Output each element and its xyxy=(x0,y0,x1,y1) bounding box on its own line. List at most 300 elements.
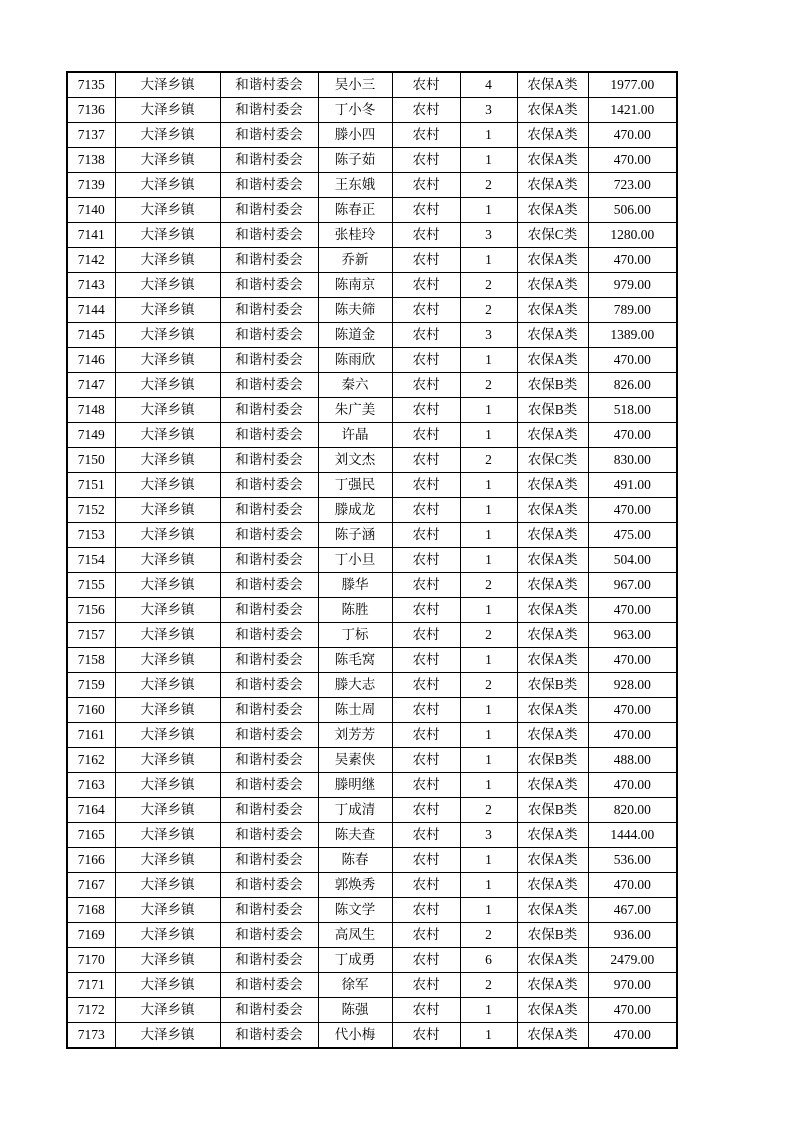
cell-committee: 和谐村委会 xyxy=(220,548,318,573)
cell-town: 大泽乡镇 xyxy=(115,98,220,123)
cell-town: 大泽乡镇 xyxy=(115,698,220,723)
cell-committee: 和谐村委会 xyxy=(220,148,318,173)
table-body xyxy=(67,72,677,1048)
table-row xyxy=(67,948,677,973)
cell-town: 大泽乡镇 xyxy=(115,998,220,1023)
cell-town: 大泽乡镇 xyxy=(115,423,220,448)
table-row xyxy=(67,923,677,948)
cell-members: 1 xyxy=(460,598,517,623)
cell-town: 大泽乡镇 xyxy=(115,223,220,248)
cell-members: 3 xyxy=(460,323,517,348)
cell-town: 大泽乡镇 xyxy=(115,473,220,498)
cell-town: 大泽乡镇 xyxy=(115,123,220,148)
cell-committee: 和谐村委会 xyxy=(220,748,318,773)
cell-members: 1 xyxy=(460,898,517,923)
table-row xyxy=(67,448,677,473)
cell-members: 3 xyxy=(460,98,517,123)
cell-name: 陈夫筛 xyxy=(318,298,392,323)
cell-name: 滕小四 xyxy=(318,123,392,148)
cell-committee: 和谐村委会 xyxy=(220,273,318,298)
cell-amount: 936.00 xyxy=(588,923,677,948)
cell-name: 滕明继 xyxy=(318,773,392,798)
cell-amount: 491.00 xyxy=(588,473,677,498)
cell-id: 7164 xyxy=(67,798,115,823)
cell-name: 丁强民 xyxy=(318,473,392,498)
cell-name: 刘芳芳 xyxy=(318,723,392,748)
cell-name: 秦六 xyxy=(318,373,392,398)
table-row xyxy=(67,123,677,148)
cell-amount: 470.00 xyxy=(588,648,677,673)
cell-id: 7140 xyxy=(67,198,115,223)
cell-name: 丁标 xyxy=(318,623,392,648)
cell-committee: 和谐村委会 xyxy=(220,573,318,598)
cell-category: 农保A类 xyxy=(517,498,588,523)
cell-id: 7151 xyxy=(67,473,115,498)
cell-town: 大泽乡镇 xyxy=(115,798,220,823)
cell-committee: 和谐村委会 xyxy=(220,598,318,623)
cell-committee: 和谐村委会 xyxy=(220,473,318,498)
cell-members: 2 xyxy=(460,973,517,998)
table-row xyxy=(67,548,677,573)
cell-residence: 农村 xyxy=(392,798,460,823)
cell-committee: 和谐村委会 xyxy=(220,423,318,448)
cell-amount: 470.00 xyxy=(588,248,677,273)
cell-amount: 1280.00 xyxy=(588,223,677,248)
cell-amount: 979.00 xyxy=(588,273,677,298)
cell-category: 农保A类 xyxy=(517,523,588,548)
cell-amount: 1421.00 xyxy=(588,98,677,123)
cell-committee: 和谐村委会 xyxy=(220,848,318,873)
table-row xyxy=(67,748,677,773)
cell-residence: 农村 xyxy=(392,72,460,98)
cell-town: 大泽乡镇 xyxy=(115,623,220,648)
cell-town: 大泽乡镇 xyxy=(115,323,220,348)
table-row xyxy=(67,72,677,98)
table-row xyxy=(67,998,677,1023)
cell-name: 陈子茹 xyxy=(318,148,392,173)
cell-members: 3 xyxy=(460,223,517,248)
cell-category: 农保A类 xyxy=(517,298,588,323)
cell-name: 刘文杰 xyxy=(318,448,392,473)
cell-members: 1 xyxy=(460,998,517,1023)
cell-committee: 和谐村委会 xyxy=(220,72,318,98)
cell-committee: 和谐村委会 xyxy=(220,198,318,223)
table-row xyxy=(67,573,677,598)
cell-town: 大泽乡镇 xyxy=(115,198,220,223)
cell-members: 1 xyxy=(460,748,517,773)
cell-id: 7161 xyxy=(67,723,115,748)
cell-committee: 和谐村委会 xyxy=(220,173,318,198)
cell-town: 大泽乡镇 xyxy=(115,773,220,798)
cell-id: 7158 xyxy=(67,648,115,673)
cell-members: 1 xyxy=(460,248,517,273)
cell-name: 陈春 xyxy=(318,848,392,873)
cell-category: 农保A类 xyxy=(517,698,588,723)
table-row xyxy=(67,873,677,898)
cell-amount: 2479.00 xyxy=(588,948,677,973)
cell-amount: 928.00 xyxy=(588,673,677,698)
cell-members: 2 xyxy=(460,673,517,698)
cell-members: 1 xyxy=(460,198,517,223)
cell-members: 6 xyxy=(460,948,517,973)
cell-amount: 470.00 xyxy=(588,773,677,798)
cell-id: 7171 xyxy=(67,973,115,998)
cell-name: 滕大志 xyxy=(318,673,392,698)
cell-id: 7172 xyxy=(67,998,115,1023)
cell-category: 农保A类 xyxy=(517,348,588,373)
cell-town: 大泽乡镇 xyxy=(115,348,220,373)
cell-amount: 488.00 xyxy=(588,748,677,773)
cell-id: 7148 xyxy=(67,398,115,423)
cell-residence: 农村 xyxy=(392,598,460,623)
cell-committee: 和谐村委会 xyxy=(220,248,318,273)
cell-id: 7154 xyxy=(67,548,115,573)
table-row xyxy=(67,648,677,673)
cell-amount: 1389.00 xyxy=(588,323,677,348)
cell-amount: 504.00 xyxy=(588,548,677,573)
cell-category: 农保B类 xyxy=(517,373,588,398)
cell-category: 农保A类 xyxy=(517,948,588,973)
cell-category: 农保A类 xyxy=(517,548,588,573)
cell-members: 1 xyxy=(460,498,517,523)
cell-residence: 农村 xyxy=(392,673,460,698)
table-row xyxy=(67,1023,677,1049)
cell-id: 7153 xyxy=(67,523,115,548)
cell-amount: 470.00 xyxy=(588,423,677,448)
cell-name: 丁成清 xyxy=(318,798,392,823)
cell-residence: 农村 xyxy=(392,423,460,448)
cell-town: 大泽乡镇 xyxy=(115,298,220,323)
cell-committee: 和谐村委会 xyxy=(220,948,318,973)
cell-id: 7146 xyxy=(67,348,115,373)
cell-id: 7141 xyxy=(67,223,115,248)
cell-town: 大泽乡镇 xyxy=(115,723,220,748)
cell-category: 农保A类 xyxy=(517,248,588,273)
cell-residence: 农村 xyxy=(392,873,460,898)
table-row xyxy=(67,673,677,698)
cell-residence: 农村 xyxy=(392,448,460,473)
cell-members: 1 xyxy=(460,773,517,798)
cell-committee: 和谐村委会 xyxy=(220,898,318,923)
cell-members: 1 xyxy=(460,548,517,573)
cell-committee: 和谐村委会 xyxy=(220,323,318,348)
table-row xyxy=(67,498,677,523)
cell-name: 王东娥 xyxy=(318,173,392,198)
cell-residence: 农村 xyxy=(392,948,460,973)
cell-amount: 830.00 xyxy=(588,448,677,473)
cell-members: 1 xyxy=(460,648,517,673)
cell-committee: 和谐村委会 xyxy=(220,698,318,723)
cell-name: 陈子涵 xyxy=(318,523,392,548)
cell-members: 1 xyxy=(460,1023,517,1049)
cell-committee: 和谐村委会 xyxy=(220,973,318,998)
cell-amount: 470.00 xyxy=(588,123,677,148)
cell-committee: 和谐村委会 xyxy=(220,98,318,123)
cell-category: 农保A类 xyxy=(517,72,588,98)
cell-name: 丁成勇 xyxy=(318,948,392,973)
cell-residence: 农村 xyxy=(392,548,460,573)
cell-residence: 农村 xyxy=(392,148,460,173)
cell-residence: 农村 xyxy=(392,398,460,423)
cell-id: 7167 xyxy=(67,873,115,898)
cell-name: 陈雨欣 xyxy=(318,348,392,373)
cell-category: 农保A类 xyxy=(517,148,588,173)
table-row xyxy=(67,723,677,748)
cell-residence: 农村 xyxy=(392,498,460,523)
cell-category: 农保A类 xyxy=(517,848,588,873)
cell-members: 1 xyxy=(460,398,517,423)
cell-members: 1 xyxy=(460,848,517,873)
cell-members: 1 xyxy=(460,423,517,448)
cell-members: 1 xyxy=(460,473,517,498)
cell-residence: 农村 xyxy=(392,123,460,148)
cell-committee: 和谐村委会 xyxy=(220,798,318,823)
cell-category: 农保B类 xyxy=(517,923,588,948)
cell-category: 农保A类 xyxy=(517,623,588,648)
cell-amount: 723.00 xyxy=(588,173,677,198)
cell-residence: 农村 xyxy=(392,773,460,798)
cell-town: 大泽乡镇 xyxy=(115,573,220,598)
cell-category: 农保A类 xyxy=(517,598,588,623)
cell-town: 大泽乡镇 xyxy=(115,448,220,473)
cell-id: 7156 xyxy=(67,598,115,623)
cell-committee: 和谐村委会 xyxy=(220,648,318,673)
cell-amount: 518.00 xyxy=(588,398,677,423)
cell-name: 徐军 xyxy=(318,973,392,998)
cell-category: 农保A类 xyxy=(517,423,588,448)
cell-residence: 农村 xyxy=(392,573,460,598)
cell-category: 农保A类 xyxy=(517,273,588,298)
table-row xyxy=(67,698,677,723)
cell-category: 农保B类 xyxy=(517,798,588,823)
cell-residence: 农村 xyxy=(392,748,460,773)
cell-residence: 农村 xyxy=(392,1023,460,1049)
cell-id: 7162 xyxy=(67,748,115,773)
cell-amount: 467.00 xyxy=(588,898,677,923)
cell-town: 大泽乡镇 xyxy=(115,72,220,98)
cell-name: 许晶 xyxy=(318,423,392,448)
cell-category: 农保A类 xyxy=(517,873,588,898)
cell-residence: 农村 xyxy=(392,848,460,873)
cell-category: 农保A类 xyxy=(517,973,588,998)
cell-category: 农保B类 xyxy=(517,673,588,698)
table-row xyxy=(67,248,677,273)
cell-name: 陈夫查 xyxy=(318,823,392,848)
cell-id: 7149 xyxy=(67,423,115,448)
cell-committee: 和谐村委会 xyxy=(220,923,318,948)
cell-id: 7173 xyxy=(67,1023,115,1049)
cell-residence: 农村 xyxy=(392,273,460,298)
cell-residence: 农村 xyxy=(392,698,460,723)
cell-town: 大泽乡镇 xyxy=(115,898,220,923)
table-row xyxy=(67,373,677,398)
cell-residence: 农村 xyxy=(392,523,460,548)
cell-amount: 536.00 xyxy=(588,848,677,873)
cell-town: 大泽乡镇 xyxy=(115,1023,220,1049)
cell-town: 大泽乡镇 xyxy=(115,248,220,273)
cell-residence: 农村 xyxy=(392,223,460,248)
cell-members: 2 xyxy=(460,623,517,648)
cell-name: 丁小冬 xyxy=(318,98,392,123)
cell-category: 农保A类 xyxy=(517,898,588,923)
table-row xyxy=(67,198,677,223)
table-row xyxy=(67,623,677,648)
cell-name: 丁小旦 xyxy=(318,548,392,573)
cell-amount: 470.00 xyxy=(588,498,677,523)
cell-residence: 农村 xyxy=(392,198,460,223)
cell-name: 张桂玲 xyxy=(318,223,392,248)
cell-category: 农保C类 xyxy=(517,223,588,248)
cell-id: 7139 xyxy=(67,173,115,198)
cell-id: 7155 xyxy=(67,573,115,598)
cell-committee: 和谐村委会 xyxy=(220,498,318,523)
cell-category: 农保A类 xyxy=(517,198,588,223)
cell-id: 7159 xyxy=(67,673,115,698)
cell-members: 2 xyxy=(460,573,517,598)
cell-members: 2 xyxy=(460,448,517,473)
cell-town: 大泽乡镇 xyxy=(115,548,220,573)
cell-name: 陈南京 xyxy=(318,273,392,298)
table-row xyxy=(67,798,677,823)
cell-residence: 农村 xyxy=(392,473,460,498)
cell-members: 1 xyxy=(460,698,517,723)
cell-town: 大泽乡镇 xyxy=(115,948,220,973)
cell-residence: 农村 xyxy=(392,173,460,198)
cell-category: 农保A类 xyxy=(517,573,588,598)
cell-residence: 农村 xyxy=(392,98,460,123)
cell-name: 滕华 xyxy=(318,573,392,598)
cell-amount: 789.00 xyxy=(588,298,677,323)
cell-name: 陈春正 xyxy=(318,198,392,223)
table-row xyxy=(67,773,677,798)
table-row xyxy=(67,523,677,548)
cell-id: 7166 xyxy=(67,848,115,873)
cell-name: 郭焕秀 xyxy=(318,873,392,898)
cell-id: 7147 xyxy=(67,373,115,398)
cell-id: 7142 xyxy=(67,248,115,273)
cell-id: 7145 xyxy=(67,323,115,348)
table-row xyxy=(67,298,677,323)
cell-town: 大泽乡镇 xyxy=(115,148,220,173)
cell-id: 7152 xyxy=(67,498,115,523)
cell-id: 7135 xyxy=(67,72,115,98)
cell-id: 7150 xyxy=(67,448,115,473)
cell-amount: 967.00 xyxy=(588,573,677,598)
cell-town: 大泽乡镇 xyxy=(115,523,220,548)
cell-committee: 和谐村委会 xyxy=(220,773,318,798)
cell-committee: 和谐村委会 xyxy=(220,723,318,748)
cell-amount: 470.00 xyxy=(588,873,677,898)
cell-name: 代小梅 xyxy=(318,1023,392,1049)
cell-id: 7165 xyxy=(67,823,115,848)
cell-members: 4 xyxy=(460,72,517,98)
table-row xyxy=(67,98,677,123)
cell-amount: 470.00 xyxy=(588,698,677,723)
cell-id: 7170 xyxy=(67,948,115,973)
table-row xyxy=(67,473,677,498)
cell-id: 7168 xyxy=(67,898,115,923)
cell-town: 大泽乡镇 xyxy=(115,498,220,523)
cell-town: 大泽乡镇 xyxy=(115,173,220,198)
cell-committee: 和谐村委会 xyxy=(220,373,318,398)
cell-committee: 和谐村委会 xyxy=(220,123,318,148)
cell-amount: 470.00 xyxy=(588,148,677,173)
table-row xyxy=(67,598,677,623)
cell-members: 1 xyxy=(460,873,517,898)
roster-table xyxy=(66,71,678,1049)
cell-name: 吴素侠 xyxy=(318,748,392,773)
cell-amount: 470.00 xyxy=(588,723,677,748)
cell-members: 2 xyxy=(460,923,517,948)
cell-amount: 963.00 xyxy=(588,623,677,648)
cell-category: 农保A类 xyxy=(517,123,588,148)
cell-town: 大泽乡镇 xyxy=(115,923,220,948)
cell-town: 大泽乡镇 xyxy=(115,748,220,773)
cell-town: 大泽乡镇 xyxy=(115,373,220,398)
roster-table-container xyxy=(66,71,678,1049)
cell-id: 7169 xyxy=(67,923,115,948)
cell-committee: 和谐村委会 xyxy=(220,623,318,648)
cell-committee: 和谐村委会 xyxy=(220,298,318,323)
cell-name: 陈道金 xyxy=(318,323,392,348)
cell-id: 7137 xyxy=(67,123,115,148)
cell-amount: 1977.00 xyxy=(588,72,677,98)
cell-town: 大泽乡镇 xyxy=(115,848,220,873)
cell-category: 农保A类 xyxy=(517,773,588,798)
cell-name: 高凤生 xyxy=(318,923,392,948)
cell-members: 1 xyxy=(460,123,517,148)
cell-members: 2 xyxy=(460,373,517,398)
cell-residence: 农村 xyxy=(392,998,460,1023)
cell-committee: 和谐村委会 xyxy=(220,398,318,423)
cell-id: 7163 xyxy=(67,773,115,798)
cell-committee: 和谐村委会 xyxy=(220,998,318,1023)
cell-town: 大泽乡镇 xyxy=(115,273,220,298)
cell-name: 陈士周 xyxy=(318,698,392,723)
cell-residence: 农村 xyxy=(392,723,460,748)
cell-members: 1 xyxy=(460,148,517,173)
cell-amount: 826.00 xyxy=(588,373,677,398)
cell-committee: 和谐村委会 xyxy=(220,873,318,898)
cell-residence: 农村 xyxy=(392,373,460,398)
cell-category: 农保A类 xyxy=(517,98,588,123)
cell-amount: 970.00 xyxy=(588,973,677,998)
cell-category: 农保B类 xyxy=(517,398,588,423)
cell-residence: 农村 xyxy=(392,823,460,848)
cell-committee: 和谐村委会 xyxy=(220,823,318,848)
table-row xyxy=(67,323,677,348)
cell-committee: 和谐村委会 xyxy=(220,523,318,548)
table-row xyxy=(67,898,677,923)
cell-residence: 农村 xyxy=(392,348,460,373)
cell-residence: 农村 xyxy=(392,323,460,348)
table-row xyxy=(67,423,677,448)
cell-amount: 470.00 xyxy=(588,1023,677,1049)
cell-amount: 475.00 xyxy=(588,523,677,548)
cell-town: 大泽乡镇 xyxy=(115,973,220,998)
cell-committee: 和谐村委会 xyxy=(220,223,318,248)
cell-town: 大泽乡镇 xyxy=(115,398,220,423)
cell-members: 1 xyxy=(460,723,517,748)
cell-committee: 和谐村委会 xyxy=(220,1023,318,1049)
cell-id: 7138 xyxy=(67,148,115,173)
table-row xyxy=(67,398,677,423)
cell-members: 2 xyxy=(460,173,517,198)
cell-category: 农保A类 xyxy=(517,998,588,1023)
cell-residence: 农村 xyxy=(392,248,460,273)
cell-residence: 农村 xyxy=(392,973,460,998)
cell-amount: 1444.00 xyxy=(588,823,677,848)
